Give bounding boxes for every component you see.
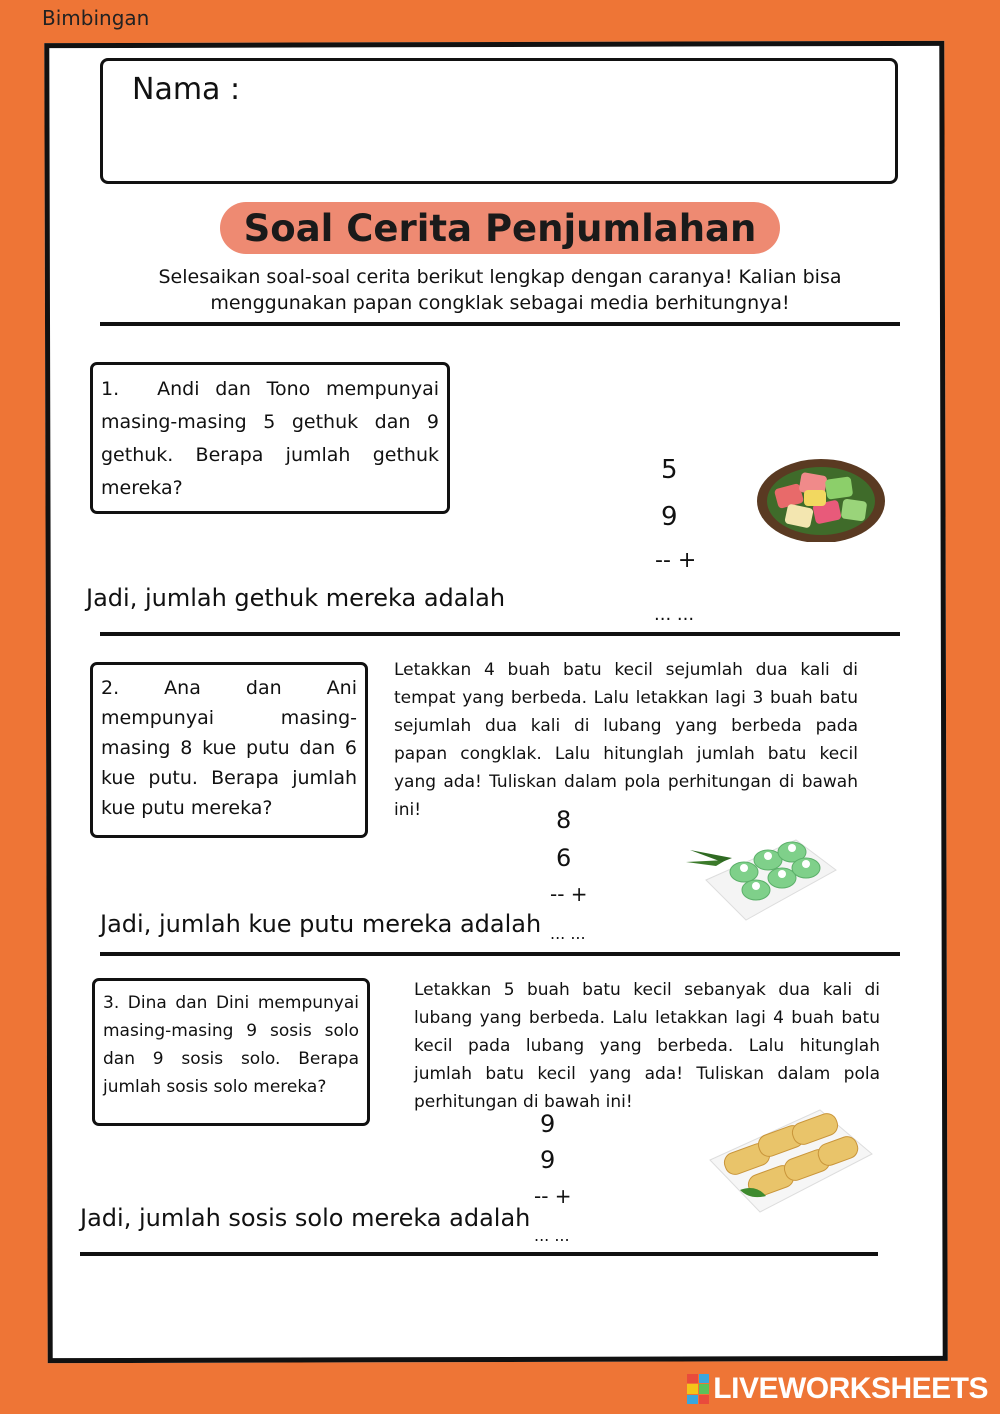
- q3-answer-blank[interactable]: ... ...: [534, 1226, 570, 1245]
- liveworksheets-watermark: [687, 1372, 988, 1406]
- q2-answer-blank[interactable]: ... ...: [550, 924, 586, 943]
- q1-addend-2: 9: [661, 502, 678, 532]
- q2-operator-line: -- +: [550, 882, 588, 906]
- instructions-line-1: Selesaikan soal-soal cerita berikut lengkap dengan caranya! Kalian bisa: [158, 266, 842, 288]
- q1-answer-sentence: Jadi, jumlah gethuk mereka adalah: [86, 584, 506, 612]
- question-3-box: [92, 978, 370, 1126]
- q3-operator-line: -- +: [534, 1184, 572, 1208]
- q1-operator-line: -- +: [655, 548, 697, 573]
- question-3-text: 3. Dina dan Dini mempunyai masing-masing 9 sosis solo dan 9 sosis solo. Berapa jumlah sosis solo mereka?: [103, 993, 359, 1097]
- name-label: Nama :: [132, 72, 241, 107]
- kue-putu-image: [686, 810, 838, 922]
- divider: [100, 952, 900, 956]
- question-1-box: [90, 362, 450, 514]
- page-title: Soal Cerita Penjumlahan: [220, 202, 780, 254]
- q3-addend-1: 9: [540, 1110, 556, 1138]
- question-2-box: [90, 662, 368, 838]
- sosis-solo-image: [700, 1100, 876, 1218]
- instructions-line-2: menggunakan papan congklak sebagai media berhitungnya!: [210, 292, 790, 314]
- q2-addend-2: 6: [556, 844, 572, 872]
- question-2-text: 2. Ana dan Ani mempunyai masing-masing 8 kue putu dan 6 kue putu. Berapa jumlah kue putu mereka?: [101, 677, 357, 819]
- liveworksheets-logo-icon: [687, 1374, 709, 1404]
- q1-answer-blank[interactable]: ... ...: [654, 604, 695, 625]
- divider: [100, 322, 900, 326]
- q2-addend-1: 8: [556, 806, 572, 834]
- gethuk-image: [756, 456, 886, 542]
- q3-answer-sentence: Jadi, jumlah sosis solo mereka adalah: [80, 1204, 531, 1232]
- divider: [80, 1252, 878, 1256]
- liveworksheets-text: LIVEWORKSHEETS: [713, 1372, 988, 1405]
- divider: [100, 632, 900, 636]
- q1-addend-1: 5: [661, 455, 678, 485]
- q2-answer-sentence: Jadi, jumlah kue putu mereka adalah: [100, 910, 542, 938]
- question-2-hint: Letakkan 4 buah batu kecil sejumlah dua kali di tempat yang berbeda. Lalu letakkan lagi 3 buah batu sejumlah dua kali di lubang yang berbeda pada papan congklak. Lalu hitunglah jumlah batu kecil yang ada! Tuliskan dalam pola perhitungan di bawah ini!: [394, 660, 858, 820]
- instructions: [100, 264, 900, 316]
- corner-label: Bimbingan: [42, 6, 150, 30]
- question-1-text: 1. Andi dan Tono mempunyai masing-masing 5 gethuk dan 9 gethuk. Berapa jumlah gethuk mereka?: [101, 378, 439, 499]
- question-3-hint: Letakkan 5 buah batu kecil sebanyak dua kali di lubang yang berbeda. Lalu letakkan lagi 4 buah batu kecil pada lubang yang berbeda. Lalu hitunglah jumlah batu kecil yang ada! Tuliskan dalam pola perhitungan di bawah ini!: [414, 980, 880, 1112]
- q3-addend-2: 9: [540, 1146, 556, 1174]
